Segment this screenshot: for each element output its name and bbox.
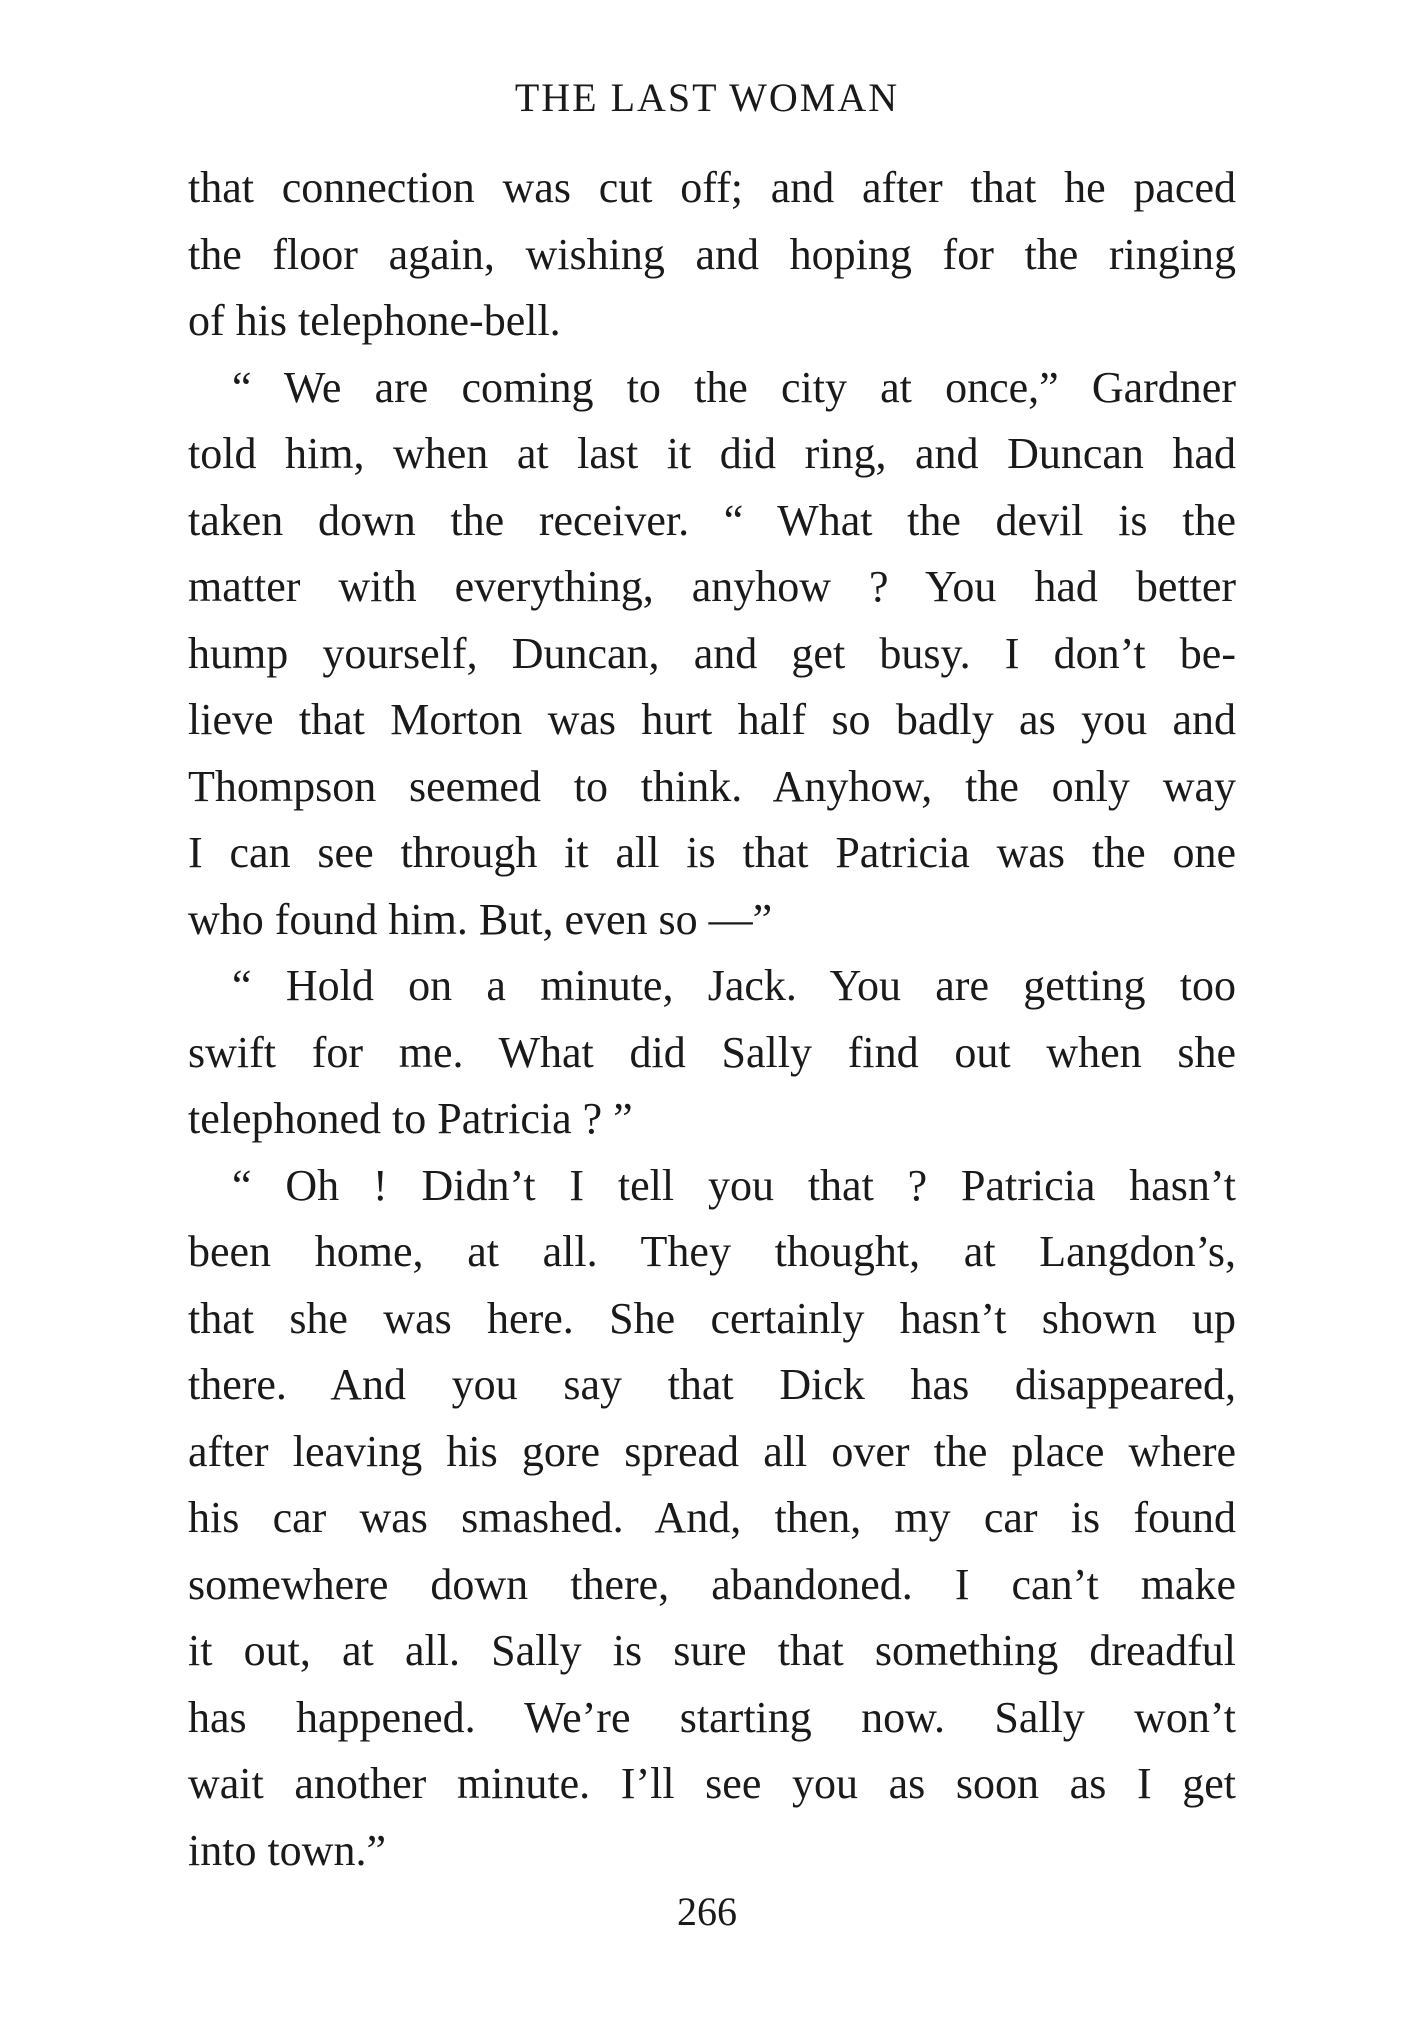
text-line: taken down the receiver. “ What the devil is the	[188, 495, 1236, 545]
page-number: 266	[677, 1889, 737, 1934]
text-line: the floor again, wishing and hoping for the ringing	[188, 229, 1236, 279]
text-line: “ Hold on a minute, Jack. You are getting too	[232, 961, 1236, 1010]
text-line: somewhere down there, abandoned. I can’t make	[188, 1559, 1236, 1609]
text-line: told him, when at last it did ring, and Duncan had	[188, 429, 1236, 478]
paragraph-4	[188, 1153, 1236, 1885]
text-line: that connection was cut off; and after that he paced	[188, 163, 1236, 212]
text-line: who found him. But, even so —”	[188, 894, 773, 944]
text-line: been home, at all. They thought, at Langdon’s,	[188, 1227, 1236, 1276]
text-line: telephoned to Patricia ? ”	[188, 1094, 633, 1143]
paragraph-3	[188, 953, 1236, 1153]
text-line: wait another minute. I’ll see you as soon as I get	[188, 1759, 1236, 1808]
text-line: swift for me. What did Sally find out when she	[188, 1027, 1236, 1077]
running-head: THE LAST WOMAN	[514, 75, 900, 120]
text-line: has happened. We’re starting now. Sally won’t	[188, 1692, 1236, 1742]
text-line: hump yourself, Duncan, and get busy. I don’t be-	[188, 628, 1236, 678]
text-line: that she was here. She certainly hasn’t shown up	[188, 1293, 1236, 1343]
text-line: there. And you say that Dick has disappeared,	[188, 1360, 1236, 1409]
text-line: I can see through it all is that Patricia was the one	[188, 828, 1236, 877]
text-line: into town.”	[188, 1825, 386, 1875]
text-line: “ We are coming to the city at once,” Gardner	[232, 362, 1236, 412]
text-line: “ Oh ! Didn’t I tell you that ? Patricia hasn’t	[232, 1160, 1236, 1210]
text-line: Thompson seemed to think. Anyhow, the only way	[188, 761, 1236, 811]
text-line: it out, at all. Sally is sure that something dreadful	[188, 1626, 1236, 1675]
text-line: of his telephone-bell.	[188, 296, 561, 345]
paragraph-2	[188, 355, 1236, 954]
paragraph-1	[188, 155, 1236, 355]
body-text	[188, 155, 1236, 1884]
text-line: matter with everything, anyhow ? You had better	[188, 562, 1236, 611]
text-line: his car was smashed. And, then, my car is found	[188, 1493, 1236, 1542]
text-line: after leaving his gore spread all over the place where	[188, 1426, 1236, 1476]
text-line: lieve that Morton was hurt half so badly as you and	[188, 695, 1236, 744]
